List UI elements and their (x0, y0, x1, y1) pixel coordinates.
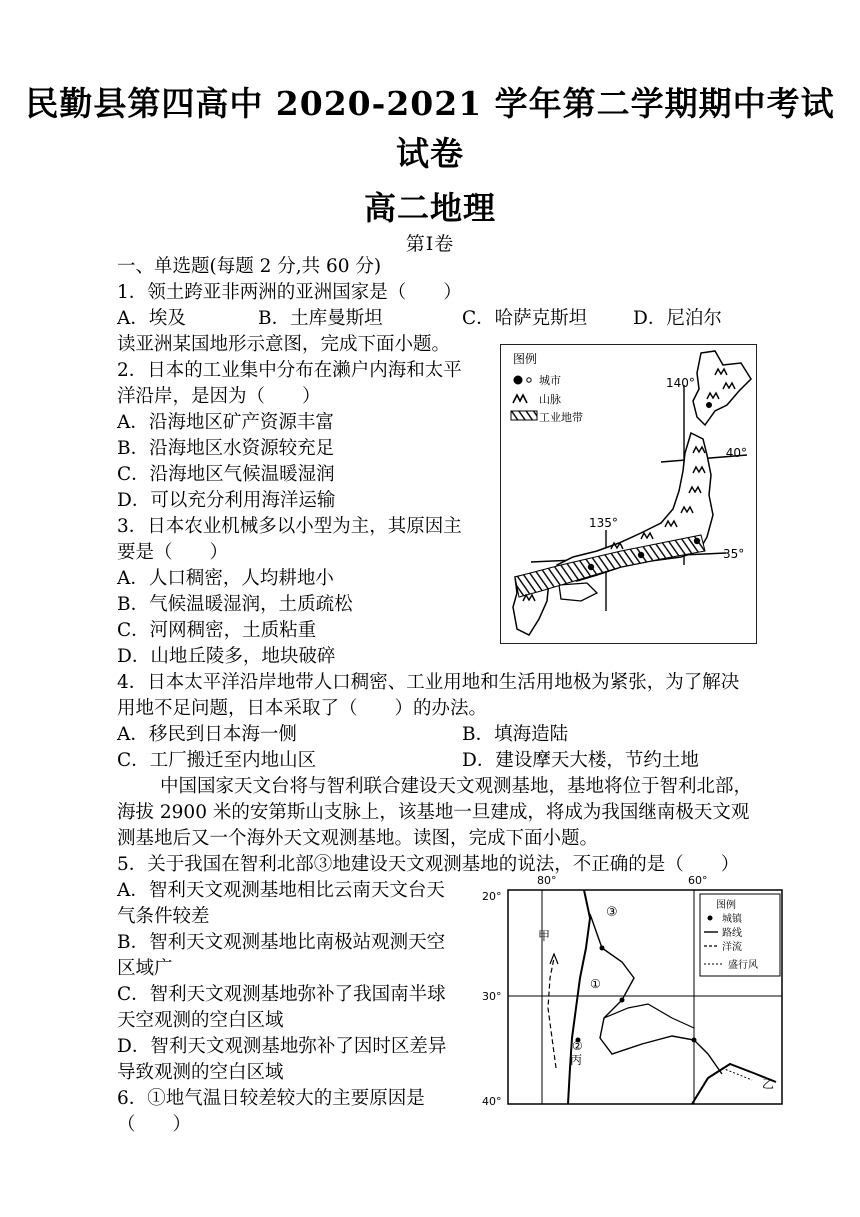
q1-option-a: A．埃及 (117, 308, 186, 329)
industry-legend-icon (511, 411, 537, 420)
japan-legend-city: 城市 (539, 374, 561, 387)
q2-option-a: A．沿海地区矿产资源丰富 (117, 412, 334, 433)
japan-lat-40: 40° (725, 446, 747, 460)
q1-stem: 1．领土跨亚非两洲的亚洲国家是（ ） (117, 282, 462, 303)
town-legend-icon (708, 916, 713, 921)
japan-lat-35: 35° (723, 547, 745, 561)
q2-option-b: B．沿海地区水资源较充足 (117, 438, 335, 459)
passage-line-3: 测基地后又一个海外天文观测基地。读图，完成下面小题。 (117, 828, 599, 849)
label-jia: 甲 (538, 929, 551, 943)
q1-option-d: D．尼泊尔 (633, 308, 722, 329)
city-marker (706, 402, 712, 408)
japan-map-figure (500, 344, 757, 644)
japan-legend-mountain: 山脉 (539, 393, 561, 406)
q5-option-a-1: A．智利天文观测基地相比云南天文台天 (117, 880, 445, 901)
q3-stem-2: 要是（ ） (117, 542, 229, 563)
japan-legend-industry: 工业地带 (539, 411, 583, 424)
city-legend-icon (514, 376, 523, 385)
hokkaido-island (693, 351, 751, 425)
q5-option-d-2: 导致观测的空白区域 (117, 1062, 284, 1083)
chile-map-svg (472, 868, 792, 1113)
q2-option-c: C．沿海地区气候温暖湿润 (117, 464, 335, 485)
city-marker (638, 552, 644, 558)
q5-option-b-2: 区域广 (117, 958, 173, 979)
q4-option-d: D．建设摩天大楼，节约土地 (462, 750, 699, 771)
label-2: ② (572, 1039, 583, 1053)
label-bing: 丙 (570, 1053, 583, 1067)
q3-option-b: B．气候温暖湿润，土质疏松 (117, 594, 353, 615)
chile-legend-town: 城镇 (722, 914, 742, 925)
chile-lat-30: 30° (482, 990, 502, 1003)
q5-option-c-1: C．智利天文观测基地弥补了我国南半球 (117, 984, 446, 1005)
q2-option-d: D．可以充分利用海洋运输 (117, 490, 336, 511)
section-heading: 一、单选题(每题 2 分,共 60 分) (117, 256, 382, 277)
q1-option-c: C．哈萨克斯坦 (462, 308, 588, 329)
chile-map-figure (472, 868, 792, 1113)
q5-stem: 5．关于我国在智利北部③地建设天文观测基地的说法，不正确的是（ ） (117, 854, 740, 875)
q2-stem-1: 2．日本的工业集中分布在濑户内海和太平 (117, 360, 462, 381)
q1-option-b: B．土库曼斯坦 (258, 308, 383, 329)
city-marker (588, 564, 594, 570)
label-1: ① (590, 977, 601, 991)
shikoku-island (559, 583, 597, 601)
q4-stem-2: 用地不足问题，日本采取了（ ）的办法。 (117, 698, 488, 719)
q5-option-b-1: B．智利天文观测基地比南极站观测天空 (117, 932, 446, 953)
chile-legend-wind: 盛行风 (728, 960, 758, 971)
q4-option-c: C．工厂搬迁至内地山区 (117, 750, 317, 771)
industrial-belt (515, 535, 705, 597)
q3-option-c: C．河网稠密，土质粘重 (117, 620, 317, 641)
japan-legend-title: 图例 (513, 352, 538, 366)
exam-title-line1: 民勤县第四高中 2020-2021 学年第二学期期中考试 (25, 84, 835, 123)
city-marker (694, 538, 700, 544)
chile-legend-title: 图例 (716, 900, 736, 911)
chile-lat-40: 40° (482, 1095, 502, 1108)
passage-line-2: 海拔 2900 米的安第斯山支脉上，该基地一旦建成，将成为我国继南极天文观 (117, 802, 750, 823)
passage-line-1: 中国国家天文台将与智利联合建设天文观测基地，基地将位于智利北部， (160, 776, 753, 797)
q5-option-d-1: D．智利天文观测基地弥补了因时区差异 (117, 1036, 447, 1057)
mountain-legend-icon (513, 395, 527, 403)
label-yi: 乙 (762, 1077, 775, 1091)
q3-option-a: A．人口稠密，人均耕地小 (117, 568, 334, 589)
q5-option-a-2: 气条件较差 (117, 906, 210, 927)
q3-stem-1: 3．日本农业机械多以小型为主，其原因主 (117, 516, 462, 537)
q6-stem-1: 6．①地气温日较差较大的主要原因是 (117, 1088, 425, 1109)
intro-japan: 读亚洲某国地形示意图，完成下面小题。 (117, 334, 451, 355)
chile-legend-current: 洋流 (722, 942, 742, 953)
japan-lon-135: 135° (589, 516, 618, 530)
q2-stem-2: 洋沿岸，是因为（ ） (117, 386, 321, 407)
town-marker (600, 946, 605, 951)
chile-legend-route: 路线 (722, 928, 742, 939)
volume-label: 第Ⅰ卷 (405, 233, 455, 255)
q6-stem-2: （ ） (117, 1114, 192, 1135)
chile-lon-60: 60° (688, 874, 708, 887)
q5-option-c-2: 天空观测的空白区域 (117, 1010, 284, 1031)
label-3: ③ (606, 905, 618, 920)
town-marker (692, 1038, 697, 1043)
chile-lon-80: 80° (537, 874, 557, 887)
subject-title: 高二地理 (363, 189, 496, 227)
q4-option-b: B．填海造陆 (462, 724, 569, 745)
town-marker (620, 998, 625, 1003)
japan-lon-140: 140° (666, 376, 695, 390)
exam-title-line2: 试卷 (396, 134, 464, 173)
q4-stem-1: 4．日本太平洋沿岸地带人口稠密、工业用地和生活用地极为紧张，为了解决 (117, 672, 740, 693)
chile-lat-20: 20° (482, 890, 502, 903)
city-legend-small-icon (527, 378, 531, 382)
q4-option-a: A．移民到日本海一侧 (117, 724, 297, 745)
q3-option-d: D．山地丘陵多，地块破碎 (117, 646, 336, 667)
japan-map-svg (501, 345, 756, 643)
